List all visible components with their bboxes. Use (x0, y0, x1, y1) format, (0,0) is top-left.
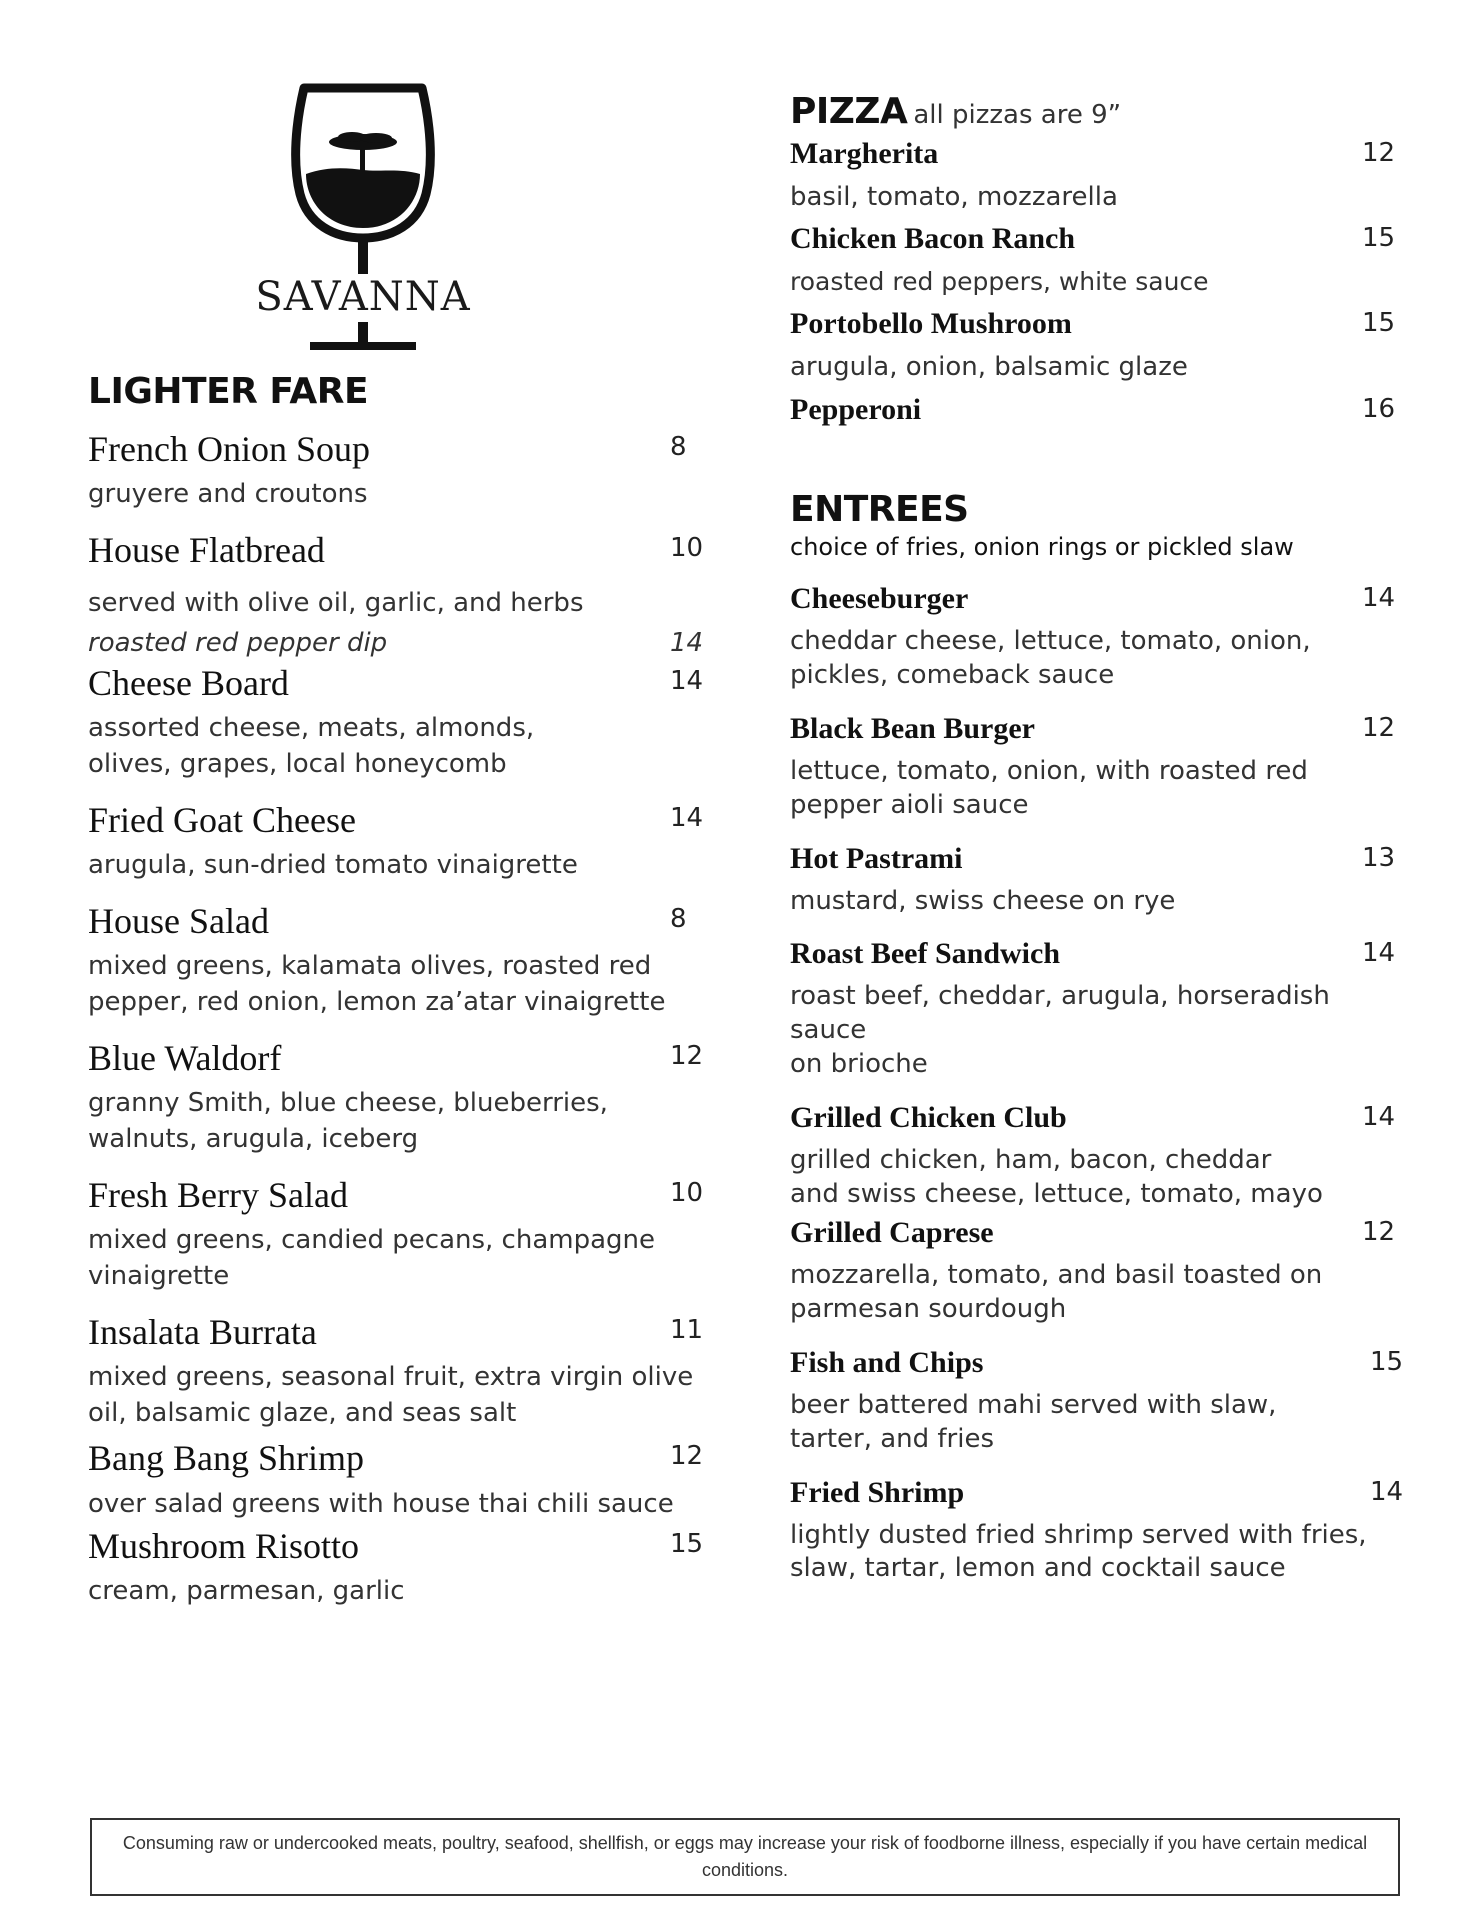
entrees-section (790, 488, 1404, 1586)
menu-item (88, 1311, 708, 1432)
item-price: 13 (1362, 842, 1396, 873)
menu-item (790, 581, 1400, 693)
item-name: Cheeseburger (790, 582, 969, 616)
item-name: Grilled Caprese (790, 1216, 994, 1250)
item-description: mustard, swiss cheese on rye (790, 885, 1176, 916)
item-price: 10 (670, 532, 704, 563)
pizza-section (790, 92, 1400, 428)
item-price: 11 (670, 1314, 704, 1345)
item-price: 10 (670, 1177, 704, 1208)
item-name: Fresh Berry Salad (88, 1174, 348, 1215)
variant-label: roasted red pepper dip (88, 627, 388, 658)
item-name: Pepperoni (790, 392, 922, 426)
menu-item (88, 900, 708, 1021)
item-description: gruyere and croutons (88, 478, 368, 509)
item-price: 15 (670, 1528, 704, 1559)
item-name: Insalata Burrata (88, 1311, 317, 1352)
item-price: 16 (1362, 393, 1396, 424)
variant-price: 14 (670, 627, 704, 658)
item-price: 15 (1370, 1347, 1404, 1377)
menu-item (790, 306, 1400, 386)
item-description: lightly dusted fried shrimp served with fries, slaw, tartar, lemon and cocktail sauce (790, 1519, 1367, 1584)
menu-item (790, 1475, 1404, 1587)
item-name: Mushroom Risotto (88, 1525, 360, 1566)
item-price: 14 (1362, 938, 1396, 969)
item-description: basil, tomato, mozzarella (790, 181, 1118, 212)
menu-item (88, 529, 708, 658)
menu-item (790, 711, 1400, 823)
pizza-size-note: all pizzas are 9” (913, 100, 1122, 130)
item-price: 8 (670, 903, 687, 934)
item-name: Chicken Bacon Ranch (790, 222, 1076, 256)
entrees-subtitle: choice of fries, onion rings or pickled slaw (790, 533, 1294, 562)
item-description: over salad greens with house thai chili sauce (88, 1488, 674, 1519)
lighter-fare-section (88, 372, 708, 1610)
menu-item (790, 1345, 1404, 1457)
item-name: Fried Goat Cheese (88, 799, 356, 840)
savanna-logo (248, 82, 478, 358)
menu-item (88, 1525, 708, 1610)
item-price: 12 (670, 1441, 704, 1472)
item-price: 14 (670, 665, 704, 696)
item-name: Roast Beef Sandwich (790, 937, 1061, 971)
item-price: 12 (670, 1040, 704, 1071)
menu-item (88, 1437, 708, 1522)
menu-item (790, 936, 1400, 1081)
item-name: Cheese Board (88, 662, 289, 703)
item-description: mixed greens, kalamata olives, roasted red pepper, red onion, lemon za’atar vinaigrette (88, 950, 666, 1017)
menu-item (88, 1037, 708, 1158)
item-description: grilled chicken, ham, bacon, cheddar and swiss cheese, lettuce, tomato, mayo (790, 1144, 1323, 1209)
item-variant (88, 628, 708, 658)
item-name: Black Bean Burger (790, 712, 1035, 746)
item-name: House Flatbread (88, 529, 325, 570)
food-safety-disclaimer: Consuming raw or undercooked meats, poultry, seafood, shellfish, or eggs may increase your risk of foodborne illness, especially if you have certain medical conditions. (90, 1818, 1400, 1896)
item-description: served with olive oil, garlic, and herbs (88, 587, 584, 618)
item-description: granny Smith, blue cheese, blueberries, walnuts, arugula, iceberg (88, 1087, 608, 1154)
item-description: arugula, sun-dried tomato vinaigrette (88, 849, 578, 880)
item-name: Portobello Mushroom (790, 306, 1072, 340)
item-description: arugula, onion, balsamic glaze (790, 351, 1188, 382)
menu-item (88, 428, 708, 513)
item-price: 15 (1362, 307, 1396, 338)
item-description: mixed greens, seasonal fruit, extra virgin olive oil, balsamic glaze, and seas salt (88, 1361, 694, 1428)
item-description: cheddar cheese, lettuce, tomato, onion, pickles, comeback sauce (790, 626, 1311, 691)
section-title-lighter-fare: LIGHTER FARE (88, 371, 369, 412)
menu-item (88, 1174, 708, 1295)
menu-item (790, 221, 1400, 300)
section-title-pizza-wrap (790, 92, 1400, 132)
menu-item (790, 1215, 1400, 1327)
item-price: 8 (670, 431, 687, 462)
item-description: mixed greens, candied pecans, champagne vinaigrette (88, 1224, 655, 1291)
item-price: 15 (1362, 223, 1396, 254)
section-title-pizza: PIZZA (790, 91, 908, 132)
item-name: House Salad (88, 900, 269, 941)
item-name: Bang Bang Shrimp (88, 1438, 364, 1479)
menu-item (790, 136, 1400, 216)
item-name: Blue Waldorf (88, 1037, 282, 1078)
menu-item (790, 841, 1400, 919)
item-name: Fried Shrimp (790, 1475, 965, 1509)
item-name: French Onion Soup (88, 428, 370, 469)
item-price: 14 (1362, 583, 1396, 614)
brand-name: SAVANNA (255, 274, 471, 320)
item-price: 14 (1370, 1476, 1404, 1507)
right-column (790, 91, 1404, 1586)
item-description: roasted red peppers, white sauce (790, 267, 1209, 297)
item-price: 12 (1362, 1217, 1396, 1248)
menu-item (790, 1100, 1400, 1212)
item-price: 12 (1362, 137, 1396, 168)
item-description: beer battered mahi served with slaw, tarter, and fries (790, 1390, 1277, 1454)
menu-item (790, 392, 1400, 428)
section-title-entrees: ENTREES (790, 488, 969, 530)
item-name: Margherita (790, 136, 939, 170)
item-description: cream, parmesan, garlic (88, 1575, 405, 1606)
item-description: roast beef, cheddar, arugula, horseradish sauce on brioche (790, 981, 1330, 1080)
menu-item (88, 799, 708, 884)
item-price: 14 (1362, 1101, 1396, 1132)
item-description: assorted cheese, meats, almonds, olives, grapes, local honeycomb (88, 712, 535, 779)
menu-item (88, 662, 708, 783)
item-name: Fish and Chips (790, 1346, 984, 1379)
item-description: mozzarella, tomato, and basil toasted on parmesan sourdough (790, 1260, 1323, 1325)
item-price: 14 (670, 802, 704, 833)
item-description: lettuce, tomato, onion, with roasted red pepper aioli sauce (790, 756, 1308, 820)
item-name: Grilled Chicken Club (790, 1100, 1067, 1134)
item-name: Hot Pastrami (790, 841, 963, 875)
item-price: 12 (1362, 713, 1396, 744)
